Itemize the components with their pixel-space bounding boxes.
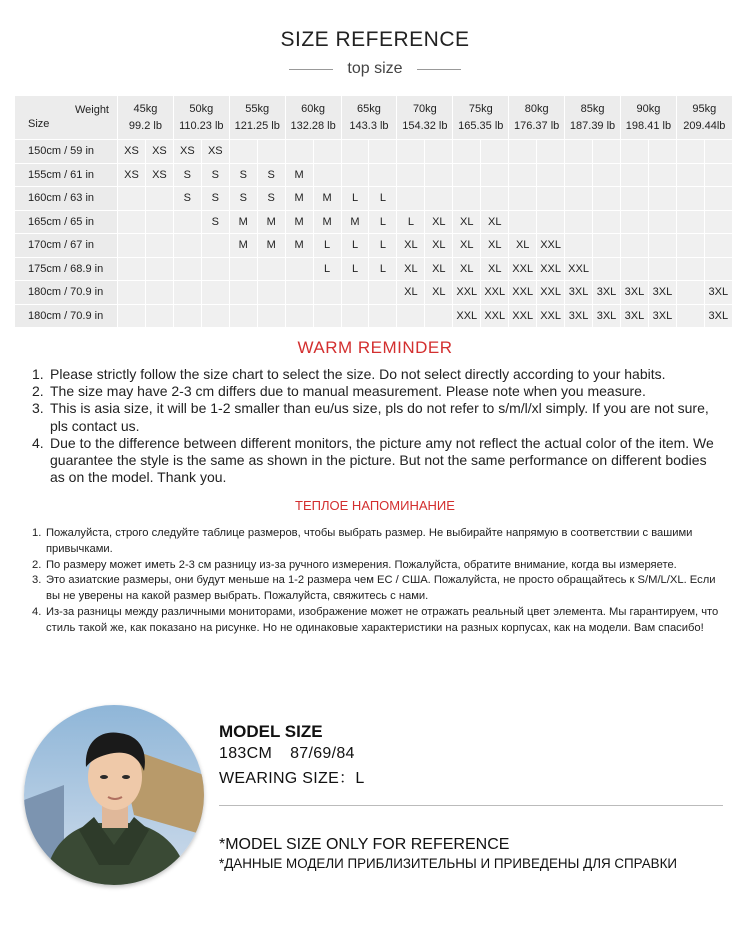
reminder-item-ru xyxy=(32,573,724,605)
size-cell xyxy=(145,281,173,305)
weight-kg: 80kg xyxy=(524,102,549,115)
size-cell: 3XL xyxy=(593,281,621,305)
size-cell xyxy=(648,163,676,187)
size-cell: XXL xyxy=(453,304,481,328)
size-cell xyxy=(285,140,313,164)
warm-reminder-ru-list xyxy=(32,526,724,637)
list-text: Это азиатские размеры, они будут меньше на 1-2 размера чем ЕС / США. Пожалуйста, не просто обращайтесь к S/M/L/XL. Если вы не уверены на какой размер выбрать. Пожалуйста, свяжитесь с нами. xyxy=(46,574,716,603)
size-cell xyxy=(369,281,397,305)
size-cell: L xyxy=(369,234,397,258)
size-cell xyxy=(257,304,285,328)
size-cell xyxy=(341,304,369,328)
reminder-item xyxy=(32,400,722,434)
size-cell: XS xyxy=(118,140,146,164)
size-cell xyxy=(509,140,537,164)
weight-column-header xyxy=(676,96,732,140)
size-cell xyxy=(145,257,173,281)
size-cell xyxy=(593,140,621,164)
weight-kg: 95kg xyxy=(692,102,717,115)
size-cell: XS xyxy=(173,140,201,164)
size-cell xyxy=(676,304,704,328)
height-label: 175cm / 68.9 in xyxy=(15,257,118,281)
weight-kg: 65kg xyxy=(357,102,381,115)
size-cell: S xyxy=(229,163,257,187)
size-cell xyxy=(593,210,621,234)
size-cell xyxy=(509,163,537,187)
list-number: 1. xyxy=(32,366,44,382)
reminder-item-ru xyxy=(32,605,724,637)
size-cell xyxy=(676,210,704,234)
size-cell: S xyxy=(229,187,257,211)
size-cell: XL xyxy=(425,281,453,305)
height-label: 160cm / 63 in xyxy=(15,187,118,211)
table-corner-cell xyxy=(15,96,118,140)
size-cell xyxy=(676,234,704,258)
table-row xyxy=(15,257,733,281)
size-cell xyxy=(620,210,648,234)
size-cell: XXL xyxy=(509,304,537,328)
size-cell xyxy=(648,257,676,281)
page-subtitle: top size xyxy=(347,60,403,77)
size-cell: XXL xyxy=(453,281,481,305)
weight-kg: 55kg xyxy=(245,102,270,115)
size-cell xyxy=(565,140,593,164)
warm-reminder-title: WARM REMINDER xyxy=(297,338,453,357)
size-cell: XL xyxy=(397,281,425,305)
size-cell: XL xyxy=(509,234,537,258)
size-cell: 3XL xyxy=(704,281,732,305)
size-cell xyxy=(481,187,509,211)
weight-lb: 176.37 lb xyxy=(514,119,560,132)
model-portrait-image xyxy=(24,705,204,885)
size-cell xyxy=(704,234,732,258)
weight-kg: 85kg xyxy=(580,102,605,115)
size-cell xyxy=(145,304,173,328)
list-number: 1. xyxy=(32,527,42,539)
size-cell: 3XL xyxy=(648,281,676,305)
size-cell xyxy=(648,210,676,234)
size-cell xyxy=(397,163,425,187)
size-cell: XXL xyxy=(565,257,593,281)
size-cell: S xyxy=(257,163,285,187)
size-cell: XL xyxy=(425,234,453,258)
size-cell xyxy=(593,257,621,281)
size-cell: XS xyxy=(118,163,146,187)
weight-lb: 143.3 lb xyxy=(349,119,389,132)
size-cell: 3XL xyxy=(648,304,676,328)
size-cell xyxy=(173,234,201,258)
size-cell xyxy=(229,140,257,164)
weight-kg: 50kg xyxy=(189,102,214,115)
weight-lb: 187.39 lb xyxy=(569,119,616,132)
size-cell: L xyxy=(369,187,397,211)
table-row xyxy=(15,281,733,305)
size-cell xyxy=(509,187,537,211)
size-cell: M xyxy=(313,187,341,211)
size-cell: L xyxy=(313,234,341,258)
size-cell xyxy=(257,140,285,164)
size-cell xyxy=(704,187,732,211)
weight-column-header xyxy=(229,96,285,140)
weight-lb: 165.35 lb xyxy=(458,119,504,132)
size-cell xyxy=(565,210,593,234)
size-cell xyxy=(676,163,704,187)
size-cell xyxy=(593,234,621,258)
model-wearing-size: WEARING SIZE：L xyxy=(219,770,365,787)
size-cell xyxy=(425,140,453,164)
size-chart-body xyxy=(15,96,733,328)
subtitle-row xyxy=(0,60,750,78)
size-cell xyxy=(593,187,621,211)
size-cell xyxy=(537,140,565,164)
reminder-item xyxy=(32,366,722,383)
weight-column-header xyxy=(453,96,509,140)
height-label: 180cm / 70.9 in xyxy=(15,281,118,305)
size-cell: XS xyxy=(145,140,173,164)
size-cell xyxy=(118,281,146,305)
size-cell: 3XL xyxy=(620,281,648,305)
divider-left xyxy=(289,69,333,70)
weight-kg: 70kg xyxy=(412,102,437,115)
size-cell xyxy=(173,281,201,305)
weight-kg: 90kg xyxy=(636,102,661,115)
model-reference-note-ru: *ДАННЫЕ МОДЕЛИ ПРИБЛИЗИТЕЛЬНЫ И ПРИВЕДЕНЫ ДЛЯ СПРАВКИ xyxy=(219,856,677,871)
weight-column-header xyxy=(285,96,341,140)
size-cell: XXL xyxy=(509,281,537,305)
model-reference-note-en: *MODEL SIZE ONLY FOR REFERENCE xyxy=(219,836,510,853)
size-cell xyxy=(509,210,537,234)
size-cell xyxy=(676,140,704,164)
size-cell: M xyxy=(257,234,285,258)
size-cell xyxy=(285,281,313,305)
corner-size-label: Size xyxy=(28,118,50,130)
size-cell: XL xyxy=(397,234,425,258)
size-cell: XL xyxy=(481,257,509,281)
divider-right xyxy=(417,69,461,70)
size-cell: XL xyxy=(425,257,453,281)
size-cell xyxy=(369,163,397,187)
size-cell: S xyxy=(257,187,285,211)
size-cell: S xyxy=(173,187,201,211)
size-cell xyxy=(313,163,341,187)
height-label: 180cm / 70.9 in xyxy=(15,304,118,328)
size-cell xyxy=(648,187,676,211)
size-cell xyxy=(257,257,285,281)
reminder-item-ru xyxy=(32,558,724,574)
size-cell: L xyxy=(341,257,369,281)
size-cell: XL xyxy=(481,210,509,234)
size-cell xyxy=(704,257,732,281)
size-cell: XXL xyxy=(537,234,565,258)
size-cell: S xyxy=(173,163,201,187)
reminder-item xyxy=(32,383,722,400)
list-text: Пожалуйста, строго следуйте таблице размеров, чтобы выбрать размер. Не выбирайте напрямую в соответствии с вашими привычками. xyxy=(46,527,693,555)
size-cell xyxy=(118,187,146,211)
size-cell xyxy=(565,187,593,211)
model-height: 183CM xyxy=(219,745,273,762)
weight-column-header xyxy=(509,96,565,140)
weight-kg: 60kg xyxy=(301,102,326,115)
size-cell: XXL xyxy=(481,281,509,305)
warm-reminder-ru-title: ТЕПЛОЕ НАПОМИНАНИЕ xyxy=(295,498,455,513)
size-cell xyxy=(145,187,173,211)
size-cell xyxy=(704,140,732,164)
size-cell: 3XL xyxy=(565,281,593,305)
weight-column-header xyxy=(620,96,676,140)
size-cell xyxy=(313,140,341,164)
model-measurements-line xyxy=(219,745,355,763)
size-cell: M xyxy=(229,210,257,234)
size-cell: M xyxy=(229,234,257,258)
size-cell: XS xyxy=(145,163,173,187)
size-cell: L xyxy=(369,257,397,281)
size-cell xyxy=(229,281,257,305)
size-cell: XXL xyxy=(537,257,565,281)
table-row xyxy=(15,163,733,187)
size-cell xyxy=(704,163,732,187)
reminder-item xyxy=(32,435,722,487)
size-cell xyxy=(341,140,369,164)
size-cell: XXL xyxy=(537,281,565,305)
size-cell: XXL xyxy=(537,304,565,328)
size-cell xyxy=(118,234,146,258)
weight-lb: 99.2 lb xyxy=(128,119,162,132)
size-cell xyxy=(397,187,425,211)
list-text: Please strictly follow the size chart to select the size. Do not select directly according to your habits. xyxy=(50,366,666,382)
size-cell: L xyxy=(369,210,397,234)
size-cell: L xyxy=(341,234,369,258)
size-cell xyxy=(453,140,481,164)
size-cell: XXL xyxy=(481,304,509,328)
model-size-heading: MODEL SIZE xyxy=(219,722,323,741)
size-cell: 3XL xyxy=(704,304,732,328)
size-cell: XL xyxy=(453,210,481,234)
size-cell xyxy=(285,304,313,328)
size-cell xyxy=(620,257,648,281)
size-cell xyxy=(537,187,565,211)
table-row xyxy=(15,304,733,328)
size-cell xyxy=(676,281,704,305)
model-photo xyxy=(24,705,204,885)
size-cell xyxy=(285,257,313,281)
weight-lb: 154.32 lb xyxy=(402,119,448,132)
size-cell xyxy=(369,304,397,328)
model-divider xyxy=(219,805,723,806)
weight-column-header xyxy=(173,96,229,140)
size-cell xyxy=(397,304,425,328)
reminder-item-ru xyxy=(32,526,724,558)
size-cell xyxy=(537,163,565,187)
size-cell xyxy=(425,163,453,187)
table-row xyxy=(15,234,733,258)
table-row xyxy=(15,140,733,164)
size-cell xyxy=(145,210,173,234)
weight-lb: 110.23 lb xyxy=(179,119,224,132)
size-cell xyxy=(118,210,146,234)
size-cell: M xyxy=(313,210,341,234)
size-chart-table xyxy=(14,95,733,328)
list-number: 4. xyxy=(32,434,44,451)
model-measurements: 87/69/84 xyxy=(290,745,355,762)
size-cell xyxy=(201,281,229,305)
size-cell xyxy=(565,234,593,258)
table-row xyxy=(15,210,733,234)
size-cell xyxy=(369,140,397,164)
size-cell xyxy=(593,163,621,187)
size-cell xyxy=(537,210,565,234)
size-cell: XS xyxy=(201,140,229,164)
list-number: 2. xyxy=(32,558,42,571)
size-cell: L xyxy=(313,257,341,281)
size-cell xyxy=(201,304,229,328)
size-chart-header-row xyxy=(15,96,733,140)
size-cell xyxy=(145,234,173,258)
height-label: 170cm / 67 in xyxy=(15,234,118,258)
size-cell xyxy=(425,304,453,328)
size-cell: 3XL xyxy=(565,304,593,328)
size-cell xyxy=(201,234,229,258)
size-cell: M xyxy=(285,187,313,211)
corner-weight-label: Weight xyxy=(74,104,109,116)
size-cell: M xyxy=(341,210,369,234)
page-title: SIZE REFERENCE xyxy=(280,28,470,51)
size-cell: M xyxy=(285,234,313,258)
size-cell xyxy=(257,281,285,305)
size-cell xyxy=(173,257,201,281)
size-cell xyxy=(313,281,341,305)
size-cell xyxy=(229,257,257,281)
size-cell: 3XL xyxy=(593,304,621,328)
table-row xyxy=(15,187,733,211)
size-cell: XL xyxy=(453,234,481,258)
size-cell xyxy=(648,234,676,258)
list-number: 2. xyxy=(32,383,44,400)
list-text: The size may have 2-3 cm differs due to manual measurement. Please note when you measure. xyxy=(50,383,646,400)
weight-column-header xyxy=(341,96,397,140)
weight-lb: 209.44lb xyxy=(683,119,726,132)
size-cell xyxy=(620,187,648,211)
list-number: 3. xyxy=(32,400,44,417)
warm-reminder-list xyxy=(32,366,722,486)
list-number: 3. xyxy=(32,574,42,587)
size-cell xyxy=(620,234,648,258)
list-text: This is asia size, it will be 1-2 smaller than eu/us size, pls do not refer to s/m/l/xl simply. If you are not sure, pls contact us. xyxy=(50,400,709,434)
size-cell xyxy=(453,163,481,187)
size-cell xyxy=(425,187,453,211)
size-cell: XL xyxy=(425,210,453,234)
size-cell: M xyxy=(285,163,313,187)
size-cell xyxy=(648,140,676,164)
size-cell xyxy=(481,163,509,187)
size-cell xyxy=(118,304,146,328)
size-cell: S xyxy=(201,210,229,234)
size-cell: M xyxy=(285,210,313,234)
weight-lb: 132.28 lb xyxy=(290,119,336,132)
weight-column-header xyxy=(565,96,621,140)
size-cell xyxy=(565,163,593,187)
size-cell xyxy=(704,210,732,234)
list-text: По размеру может иметь 2-3 см разницу из-за ручного измерения. Пожалуйста, обратите внимание, когда вы измеряете. xyxy=(46,558,677,571)
size-cell: S xyxy=(201,187,229,211)
size-cell xyxy=(620,140,648,164)
weight-lb: 198.41 lb xyxy=(625,119,672,132)
size-cell xyxy=(229,304,257,328)
size-cell xyxy=(118,257,146,281)
size-cell xyxy=(341,281,369,305)
list-text: Due to the difference between different monitors, the picture amy not reflect the actual color of the item. We guarantee the style is the same as shown in the picture. But not the same performance on different bodies as on the model. Thank you. xyxy=(50,434,714,486)
size-cell: 3XL xyxy=(620,304,648,328)
weight-kg: 75kg xyxy=(468,102,493,115)
size-cell: XL xyxy=(397,257,425,281)
size-cell xyxy=(173,210,201,234)
size-cell: M xyxy=(257,210,285,234)
size-cell xyxy=(173,304,201,328)
weight-kg: 45kg xyxy=(133,102,158,115)
height-label: 150cm / 59 in xyxy=(15,140,118,164)
size-cell: L xyxy=(341,187,369,211)
weight-column-header xyxy=(397,96,453,140)
size-cell xyxy=(201,257,229,281)
weight-column-header xyxy=(118,96,174,140)
size-cell xyxy=(397,140,425,164)
size-cell: XXL xyxy=(509,257,537,281)
size-cell: XL xyxy=(453,257,481,281)
size-cell: L xyxy=(397,210,425,234)
weight-lb: 121.25 lb xyxy=(234,119,280,132)
size-cell xyxy=(341,163,369,187)
size-cell: XL xyxy=(481,234,509,258)
size-cell: S xyxy=(201,163,229,187)
size-cell xyxy=(676,187,704,211)
list-text: Из-за разницы между различными мониторами, изображение может не отражать реальный цвет элемента. Мы гарантируем, что стиль такой же, как показано на рисунке. Но не одинаковые характеристики на разных корпусах, как на модели. Вам спасибо! xyxy=(46,605,719,634)
height-label: 165cm / 65 in xyxy=(15,210,118,234)
size-cell xyxy=(481,140,509,164)
size-cell xyxy=(620,163,648,187)
size-cell xyxy=(453,187,481,211)
size-cell xyxy=(676,257,704,281)
list-number: 4. xyxy=(32,605,42,618)
height-label: 155cm / 61 in xyxy=(15,163,118,187)
size-cell xyxy=(313,304,341,328)
